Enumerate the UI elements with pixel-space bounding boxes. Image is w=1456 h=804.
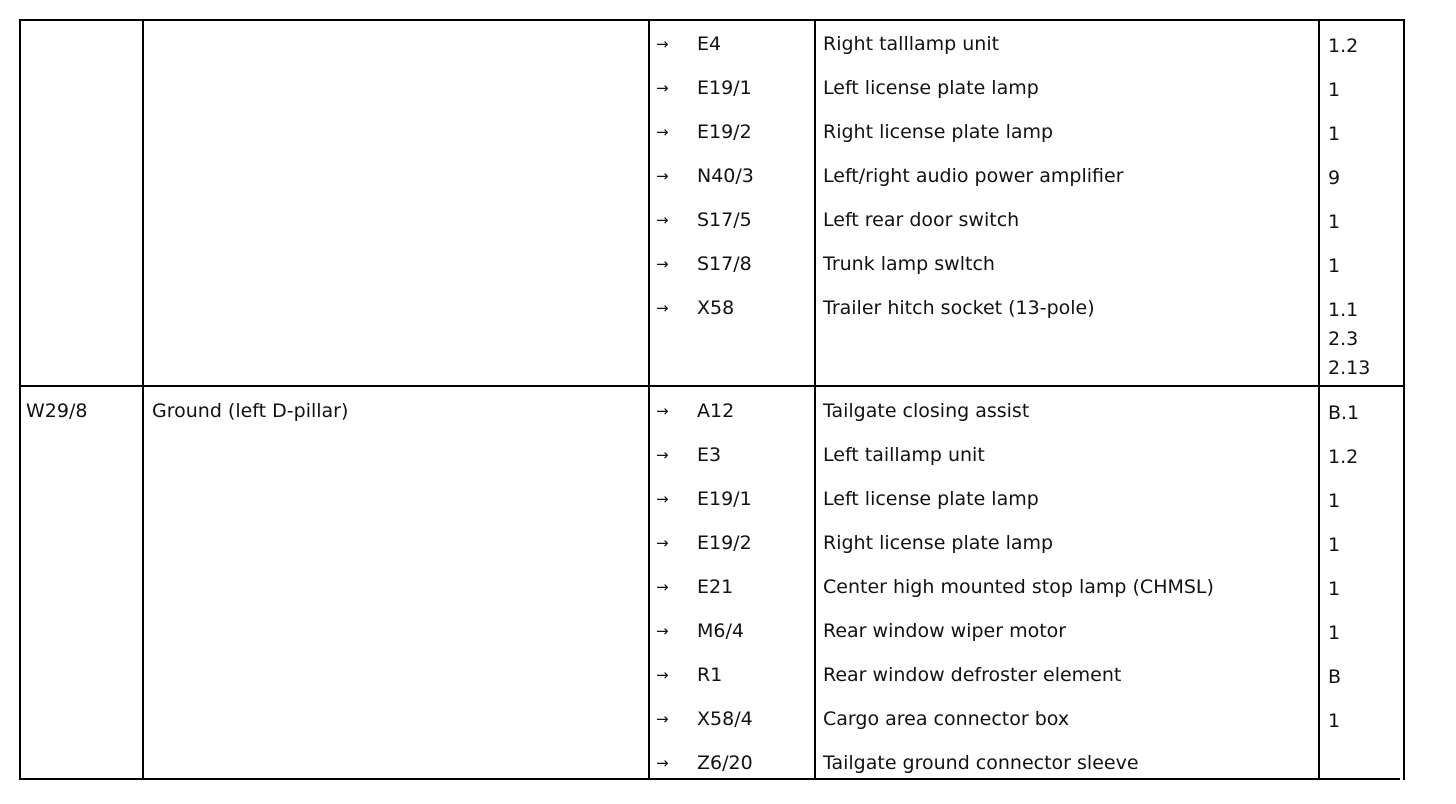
component-name: Left rear door switch xyxy=(823,209,1020,231)
reference-number: 2.13 xyxy=(1328,357,1371,379)
component-name: Trailer hitch socket (13-pole) xyxy=(823,297,1095,319)
reference-number: 1 xyxy=(1328,622,1341,644)
component-name: Center high mounted stop lamp (CHMSL) xyxy=(823,576,1214,598)
table-top-border xyxy=(20,19,1405,21)
connector-code: M6/4 xyxy=(697,620,744,642)
connector-code: Z6/20 xyxy=(697,752,753,774)
reference-number: 1 xyxy=(1328,79,1341,101)
reference-number: 1 xyxy=(1328,534,1341,556)
connection-arrow: → xyxy=(656,534,669,552)
ground-description: Ground (left D-pillar) xyxy=(152,400,349,422)
component-name: Left license plate lamp xyxy=(823,77,1039,99)
component-name: Rear window defroster element xyxy=(823,664,1122,686)
connector-code: S17/8 xyxy=(697,253,752,275)
table-bottom-border xyxy=(20,778,1400,780)
col-border-code xyxy=(648,19,650,780)
reference-number: 1 xyxy=(1328,255,1341,277)
connection-arrow: → xyxy=(656,402,669,420)
reference-number: 2.3 xyxy=(1328,328,1359,350)
connector-code: E19/1 xyxy=(697,488,752,510)
reference-number: 1 xyxy=(1328,710,1341,732)
connection-arrow: → xyxy=(656,622,669,640)
reference-number: 9 xyxy=(1328,167,1341,189)
connector-code: R1 xyxy=(697,664,723,686)
connector-code: E19/2 xyxy=(697,121,752,143)
reference-number: 1.1 xyxy=(1328,299,1359,321)
connector-code: S17/5 xyxy=(697,209,752,231)
reference-number: 1 xyxy=(1328,211,1341,233)
component-name: Right license plate lamp xyxy=(823,532,1054,554)
connection-arrow: → xyxy=(656,255,669,273)
col-border-desc xyxy=(142,19,144,780)
component-name: Left/right audio power amplifier xyxy=(823,165,1124,187)
connection-arrow: → xyxy=(656,446,669,464)
component-name: Left license plate lamp xyxy=(823,488,1039,510)
reference-number: 1 xyxy=(1328,123,1341,145)
connector-code: E3 xyxy=(697,444,722,466)
connection-arrow: → xyxy=(656,754,669,772)
connector-code: A12 xyxy=(697,400,735,422)
col-border-ref xyxy=(1318,19,1320,780)
connection-arrow: → xyxy=(656,710,669,728)
component-name: Right talllamp unit xyxy=(823,33,1000,55)
reference-number: 1 xyxy=(1328,578,1341,600)
connection-arrow: → xyxy=(656,79,669,97)
connection-arrow: → xyxy=(656,490,669,508)
connection-arrow: → xyxy=(656,167,669,185)
ground-id: W29/8 xyxy=(26,400,88,422)
connector-code: E21 xyxy=(697,576,734,598)
connection-arrow: → xyxy=(656,123,669,141)
connector-code: E19/2 xyxy=(697,532,752,554)
reference-number: B.1 xyxy=(1328,402,1360,424)
connection-arrow: → xyxy=(656,35,669,53)
component-name: Rear window wiper motor xyxy=(823,620,1067,642)
connector-code: N40/3 xyxy=(697,165,754,187)
connector-code: X58 xyxy=(697,297,735,319)
reference-number: 1.2 xyxy=(1328,446,1359,468)
component-name: Trunk lamp swltch xyxy=(823,253,995,275)
col-border-component xyxy=(814,19,816,780)
section-divider xyxy=(20,385,1405,387)
connector-code: X58/4 xyxy=(697,708,753,730)
reference-number: B xyxy=(1328,666,1342,688)
component-name: Cargo area connector box xyxy=(823,708,1070,730)
reference-number: 1.2 xyxy=(1328,35,1359,57)
connection-arrow: → xyxy=(656,578,669,596)
component-name: Tailgate closing assist xyxy=(823,400,1030,422)
reference-number: 1 xyxy=(1328,490,1341,512)
component-name: Left taillamp unit xyxy=(823,444,985,466)
col-border-right xyxy=(1403,19,1405,780)
component-name: Right license plate lamp xyxy=(823,121,1054,143)
col-border-ground xyxy=(19,19,21,780)
connection-arrow: → xyxy=(656,211,669,229)
connection-arrow: → xyxy=(656,299,669,317)
connector-code: E4 xyxy=(697,33,722,55)
connector-code: E19/1 xyxy=(697,77,752,99)
component-name: Tailgate ground connector sleeve xyxy=(823,752,1139,774)
connection-arrow: → xyxy=(656,666,669,684)
